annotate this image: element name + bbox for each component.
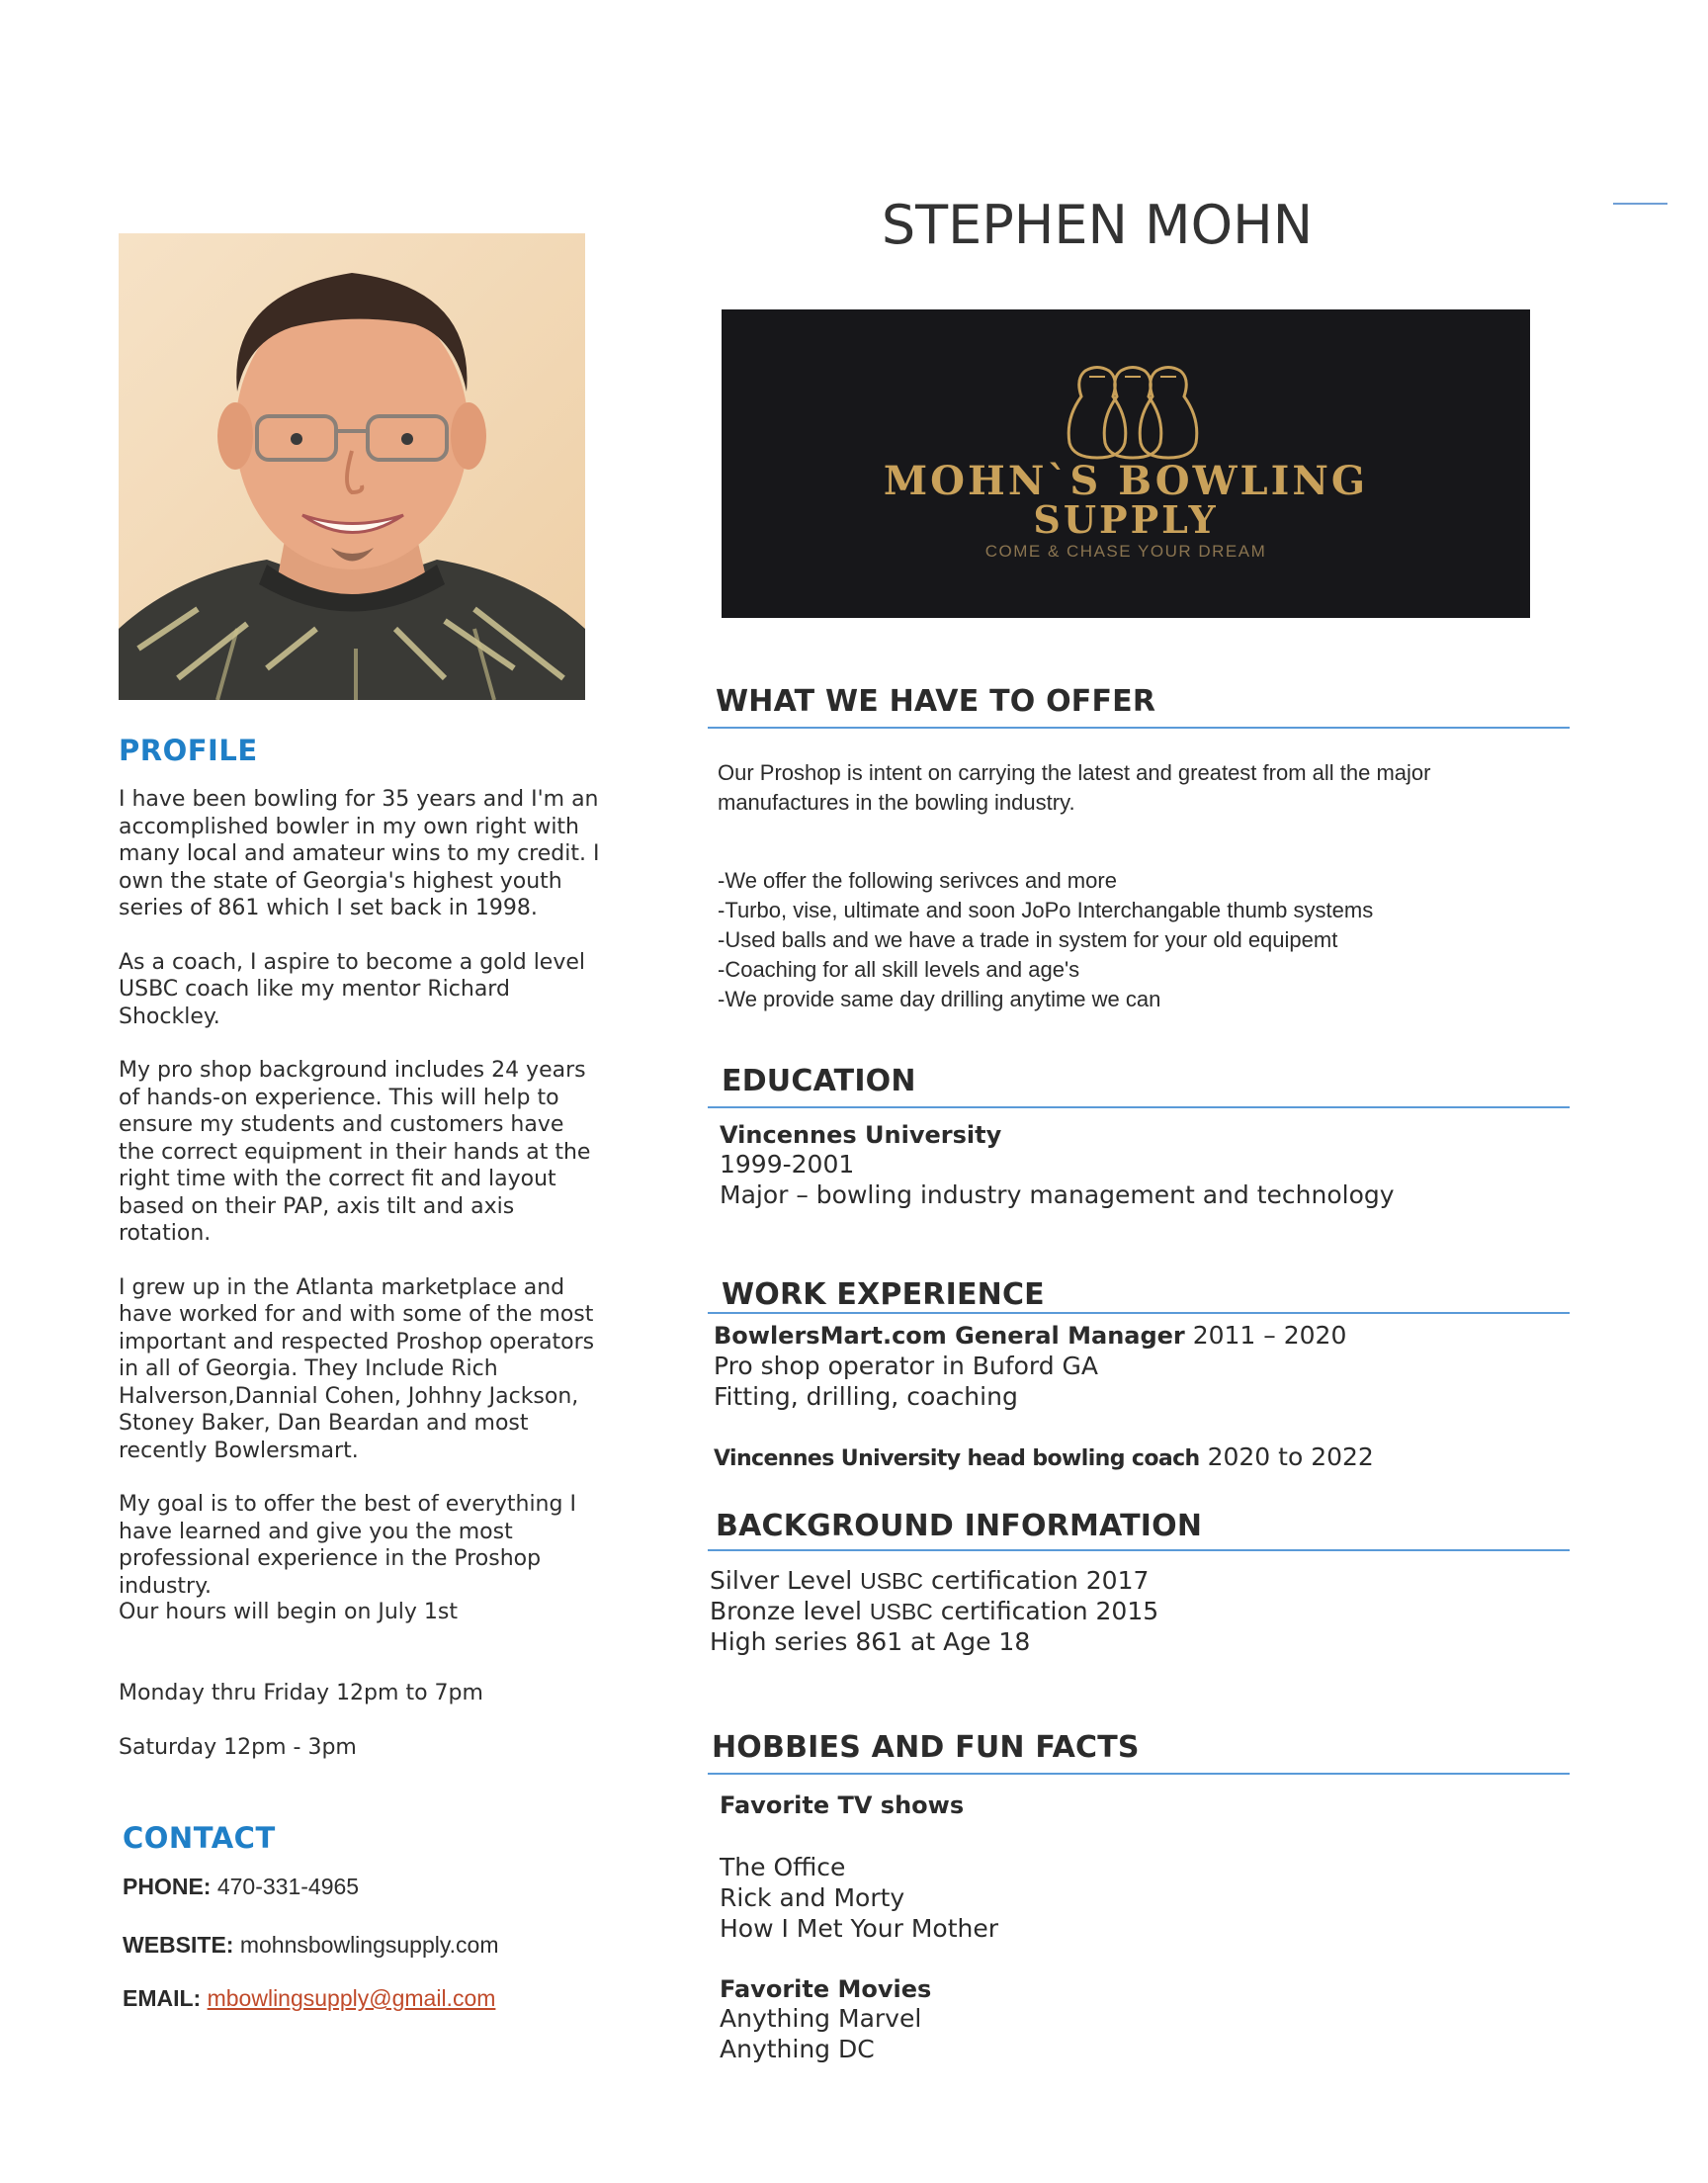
education-school: Vincennes University — [720, 1121, 1002, 1149]
offer-item: -Turbo, vise, ultimate and soon JoPo Interchangable thumb systems — [718, 898, 1374, 922]
profile-paragraph-4: I grew up in the Atlanta marketplace and have worked for and with some of the most important and respected Proshop operators in all of Georgia. They Include Rich Halverson,Dannial Cohen, Johhny Jackson, Stoney Baker, Dan Beardan and most recently Bowlersmart. — [119, 1274, 595, 1463]
job2-title: Vincennes University head bowling coach — [714, 1446, 1200, 1471]
logo-tagline: COME & CHASE YOUR DREAM — [984, 542, 1267, 561]
offer-item: -We offer the following serivces and more — [718, 868, 1117, 893]
job2-years: 2020 to 2022 — [1207, 1442, 1374, 1471]
movies-heading: Favorite Movies — [720, 1975, 932, 2003]
tv-list — [720, 1852, 998, 1944]
tv-heading: Favorite TV shows — [720, 1791, 965, 1819]
company-logo — [722, 309, 1530, 618]
profile-paragraph-1: I have been bowling for 35 years and I'm an accomplished bowler in my own right with many local and amateur wins to my credit. I own the state of Georgia's highest youth series of 861 which I set back in 1998. — [119, 787, 600, 920]
bg-text: certification 2017 — [923, 1566, 1150, 1595]
job1-line2: Pro shop operator in Buford GA — [714, 1352, 1099, 1380]
offer-list — [718, 866, 1548, 1014]
email-link[interactable]: mbowlingsupply@gmail.com — [207, 1985, 496, 2011]
contact-phone — [123, 1874, 359, 1900]
bg-text: Bronze level — [710, 1597, 870, 1625]
background-rule — [708, 1549, 1570, 1551]
bg-text: Silver Level — [710, 1566, 861, 1595]
bg-text: certification 2015 — [932, 1597, 1159, 1625]
offer-intro — [718, 758, 1548, 818]
background-line-1 — [710, 1565, 1149, 1597]
logo-line2: SUPPLY — [1033, 497, 1219, 542]
hobbies-heading: HOBBIES AND FUN FACTS — [712, 1730, 1140, 1765]
page-title: STEPHEN MOHN — [881, 194, 1314, 256]
hours-saturday: Saturday 12pm - 3pm — [119, 1735, 357, 1760]
education-heading: EDUCATION — [722, 1064, 916, 1098]
website-label: WEBSITE: — [123, 1932, 234, 1958]
offer-item: -Coaching for all skill levels and age's — [718, 957, 1080, 982]
bg-usbc: USBC — [860, 1568, 924, 1594]
profile-text — [119, 786, 605, 1600]
movie-item: Anything Marvel — [720, 2004, 922, 2033]
tv-item: How I Met Your Mother — [720, 1914, 998, 1943]
job1-years: 2011 – 2020 — [1192, 1321, 1347, 1350]
offer-intro-line-1: Our Proshop is intent on carrying the latest and greatest from all the major — [718, 760, 1431, 785]
contact-website — [123, 1932, 499, 1959]
offer-heading: WHAT WE HAVE TO OFFER — [716, 684, 1156, 719]
job1-title: BowlersMart.com General Manager — [714, 1322, 1185, 1350]
hobbies-rule — [708, 1773, 1570, 1775]
work-rule — [708, 1312, 1570, 1314]
background-line-3: High series 861 at Age 18 — [710, 1627, 1031, 1656]
education-years: 1999-2001 — [720, 1150, 855, 1179]
corner-mark — [1613, 203, 1667, 205]
tv-item: Rick and Morty — [720, 1883, 905, 1912]
portrait-illustration — [119, 233, 585, 700]
tv-item: The Office — [720, 1853, 846, 1881]
hours-weekday: Monday thru Friday 12pm to 7pm — [119, 1681, 483, 1705]
work-job2 — [714, 1441, 1374, 1474]
logo-line1: MOHN`S BOWLING — [883, 458, 1369, 504]
work-job1 — [714, 1320, 1346, 1352]
job1-line3: Fitting, drilling, coaching — [714, 1382, 1018, 1411]
movie-item: Anything DC — [720, 2035, 875, 2063]
email-label: EMAIL: — [123, 1985, 202, 2011]
offer-item: -Used balls and we have a trade in system for your old equipemt — [718, 927, 1338, 952]
offer-rule — [708, 727, 1570, 729]
background-heading: BACKGROUND INFORMATION — [716, 1509, 1203, 1543]
education-rule — [708, 1106, 1570, 1108]
movies-list — [720, 2003, 921, 2064]
offer-item: -We provide same day drilling anytime we can — [718, 987, 1161, 1011]
hours-intro: Our hours will begin on July 1st — [119, 1600, 459, 1624]
profile-photo — [119, 233, 585, 700]
profile-paragraph-2: As a coach, I aspire to become a gold level USBC coach like my mentor Richard Shockley. — [119, 949, 586, 1029]
contact-heading: CONTACT — [123, 1821, 276, 1855]
background-line-2 — [710, 1596, 1158, 1627]
profile-paragraph-5: My goal is to offer the best of everything I have learned and give you the most professional experience in the Proshop industry. — [119, 1492, 576, 1599]
bowling-pins-icon — [722, 309, 1530, 618]
contact-email — [123, 1985, 495, 2012]
bg-usbc: USBC — [869, 1599, 933, 1624]
phone-label: PHONE: — [123, 1874, 212, 1899]
offer-intro-line-2: manufactures in the bowling industry. — [718, 790, 1075, 815]
profile-paragraph-3: My pro shop background includes 24 years of hands-on experience. This will help to ensure my students and customers have the correct equipment in their hands at the right time with the correct fit and layout based on their PAP, axis tilt and axis rotation. — [119, 1058, 591, 1246]
profile-heading: PROFILE — [119, 734, 258, 767]
phone-value: 470-331-4965 — [216, 1874, 360, 1899]
education-major: Major – bowling industry management and technology — [720, 1180, 1395, 1209]
website-value[interactable]: mohnsbowlingsupply.com — [239, 1932, 499, 1958]
work-heading: WORK EXPERIENCE — [722, 1277, 1045, 1312]
